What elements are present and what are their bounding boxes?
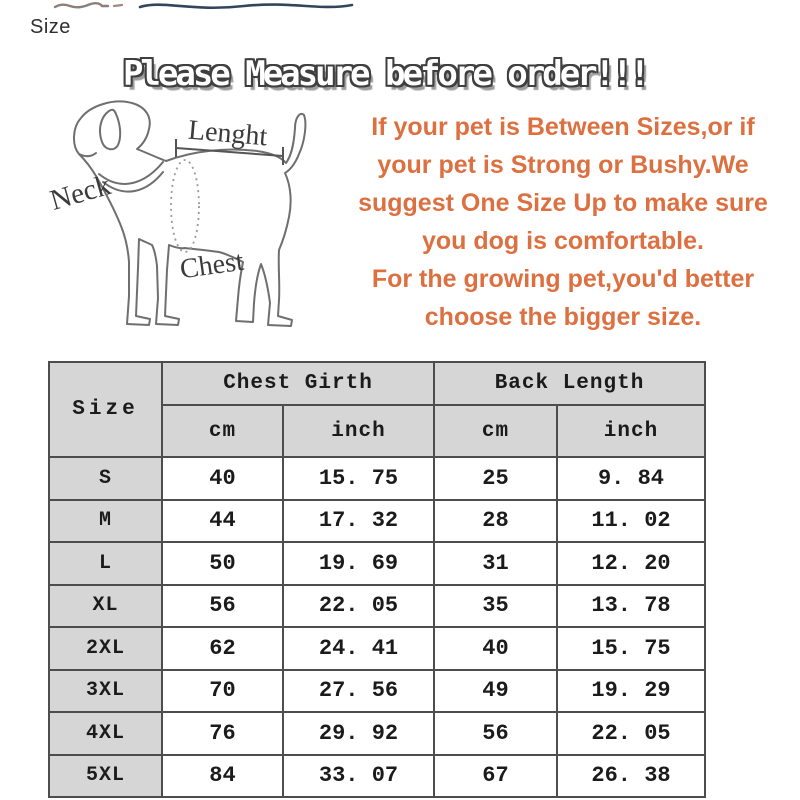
- table-row: [49, 627, 705, 670]
- table-cell: 67: [434, 755, 557, 798]
- table-row: [49, 457, 705, 500]
- table-cell: 9. 84: [557, 457, 705, 500]
- notice-line: If your pet is Between Sizes,or if: [371, 113, 755, 141]
- chest-cm-header: cm: [162, 405, 283, 457]
- top-left-scribble-decoration: [30, 0, 130, 12]
- table-cell: 17. 32: [283, 500, 434, 543]
- table-cell: 24. 41: [283, 627, 434, 670]
- top-wavy-line-decoration: [136, 0, 356, 14]
- table-cell: 22. 05: [283, 585, 434, 628]
- row-size-label: XL: [49, 585, 162, 628]
- chest-inch-header: inch: [283, 405, 434, 457]
- table-cell: 11. 02: [557, 500, 705, 543]
- table-cell: 56: [434, 712, 557, 755]
- table-row: [49, 542, 705, 585]
- notice-line: your pet is Strong or Bushy.We: [377, 151, 749, 179]
- row-size-label: L: [49, 542, 162, 585]
- row-size-label: 4XL: [49, 712, 162, 755]
- table-cell: 33. 07: [283, 755, 434, 798]
- row-size-label: 3XL: [49, 670, 162, 713]
- table-cell: 70: [162, 670, 283, 713]
- table-cell: 25: [434, 457, 557, 500]
- back-length-header: Back Length: [434, 362, 705, 405]
- row-size-label: 2XL: [49, 627, 162, 670]
- table-cell: 40: [162, 457, 283, 500]
- notice-line: suggest One Size Up to make sure: [358, 189, 768, 217]
- sizing-notice: [330, 108, 796, 336]
- table-cell: 27. 56: [283, 670, 434, 713]
- notice-line: choose the bigger size.: [424, 303, 702, 331]
- table-cell: 22. 05: [557, 712, 705, 755]
- table-cell: 44: [162, 500, 283, 543]
- table-cell: 15. 75: [557, 627, 705, 670]
- table-row: [49, 755, 705, 798]
- table-cell: 35: [434, 585, 557, 628]
- size-column-header: Size: [49, 362, 162, 457]
- page-title: Please Measure before order!!!: [122, 54, 648, 94]
- section-title-size: Size: [30, 16, 71, 38]
- length-label: Lenght: [186, 114, 269, 153]
- table-cell: 15. 75: [283, 457, 434, 500]
- table-cell: 84: [162, 755, 283, 798]
- table-cell: 26. 38: [557, 755, 705, 798]
- chest-girth-dashed-ellipse: [171, 160, 199, 252]
- dog-ear-path: [100, 110, 120, 150]
- neck-label: Neck: [46, 169, 115, 217]
- chest-label: Chest: [178, 245, 246, 286]
- table-cell: 29. 92: [283, 712, 434, 755]
- table-cell: 12. 20: [557, 542, 705, 585]
- row-size-label: 5XL: [49, 755, 162, 798]
- table-cell: 56: [162, 585, 283, 628]
- chest-girth-header: Chest Girth: [162, 362, 434, 405]
- dog-mouth-path: [79, 153, 96, 156]
- notice-line: you dog is comfortable.: [422, 227, 704, 255]
- table-row: [49, 585, 705, 628]
- table-cell: 19. 29: [557, 670, 705, 713]
- size-table: [48, 361, 706, 798]
- table-cell: 62: [162, 627, 283, 670]
- table-cell: 31: [434, 542, 557, 585]
- table-row: [49, 712, 705, 755]
- table-cell: 76: [162, 712, 283, 755]
- table-cell: 49: [434, 670, 557, 713]
- table-cell: 19. 69: [283, 542, 434, 585]
- table-cell: 50: [162, 542, 283, 585]
- table-cell: 13. 78: [557, 585, 705, 628]
- row-size-label: M: [49, 500, 162, 543]
- table-cell: 28: [434, 500, 557, 543]
- table-row: [49, 500, 705, 543]
- table-cell: 40: [434, 627, 557, 670]
- row-size-label: S: [49, 457, 162, 500]
- table-row: [49, 670, 705, 713]
- back-cm-header: cm: [434, 405, 557, 457]
- notice-line: For the growing pet,you'd better: [371, 265, 755, 293]
- back-inch-header: inch: [557, 405, 705, 457]
